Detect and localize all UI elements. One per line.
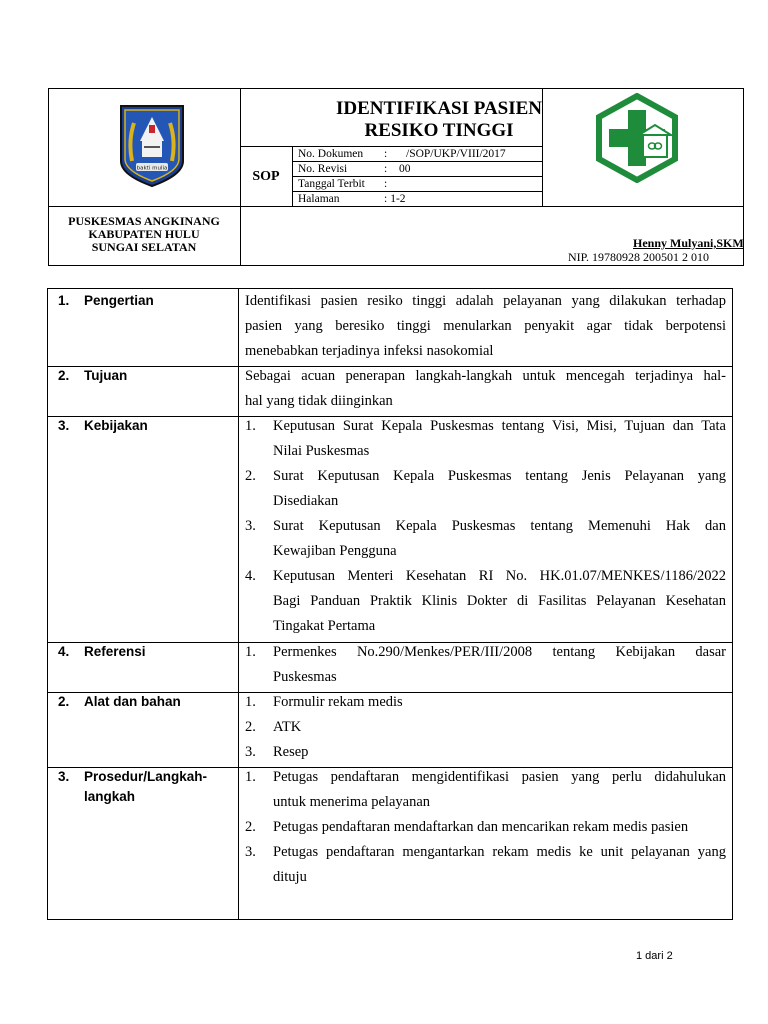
org-name-line3: SUNGAI SELATAN	[91, 240, 197, 254]
document-title-line2: RESIKO TINGGI	[364, 120, 514, 141]
emblem-motto: bakti mulia	[136, 165, 168, 172]
meta-value: /SOP/UKP/VIII/2017	[406, 148, 506, 160]
regency-emblem-logo	[118, 103, 186, 188]
meta-key: No. Revisi	[298, 163, 348, 175]
meta-key: Halaman	[298, 193, 340, 205]
pengertian-line2: pasien yang beresiko tinggi menularkan penyakit agar tidak berpotensi	[245, 318, 726, 334]
page-number: 1 dari 2	[636, 950, 673, 962]
meta-row-revision: No. Revisi : 00	[298, 163, 411, 175]
section-label-prosedur: 3. Prosedur/Langkah-	[58, 769, 208, 784]
meta-row-issue-date: Tanggal Terbit :	[298, 178, 388, 190]
pengertian-line3: menebabkan terjadinya infeksi nasokomial	[245, 343, 494, 359]
meta-key: Tanggal Terbit	[298, 178, 365, 190]
section-label-alat-dan-bahan: 2. Alat dan bahan	[58, 694, 181, 709]
org-name-line1: PUSKESMAS ANGKINANG	[68, 214, 220, 228]
tujuan-line1: Sebagai acuan penerapan langkah-langkah untuk mencegah terjadinya hal-	[245, 368, 726, 384]
org-name-line2: KABUPATEN HULU	[88, 227, 200, 241]
sop-label: SOP	[252, 169, 280, 184]
sop-header	[48, 88, 744, 266]
meta-row-document-number: No. Dokumen : /SOP/UKP/VIII/2017	[298, 148, 506, 160]
tujuan-line2: hal yang tidak diinginkan	[245, 393, 393, 409]
section-label-prosedur-cont: langkah	[84, 789, 136, 804]
pengertian-line1: Identifikasi pasien resiko tinggi adalah pelayanan yang dilakukan terhadap	[245, 293, 726, 309]
meta-value: 00	[399, 163, 411, 175]
document-title-line1: IDENTIFIKASI PASIEN	[335, 98, 543, 119]
sop-content-table: 1. Pengertian Identifikasi pasien resiko tinggi adalah pelayanan yang dilakukan terhadap pasien yang beresiko tinggi menularkan penyakit agar tidak berpotensi menebabkan terjadinya infeksi nasokomial 2. Tujuan Sebagai acuan penerapan langkah-langkah untuk mencegah terjadinya hal- hal yang tidak diinginkan 3. Kebijakan 1. Keputusan Surat Kepala Puskesmas tentang Visi, Misi, Tujuan dan Tata Nilai Puskesmas 2. Surat Keputusan Kepala Puskesmas tentang Jenis Pelayanan yang Disediakan 3. Surat Keputusan Kepala Puskesmas tentang Memenuhi Hak dan Kewajiban Pengguna 4. Keputusan Menteri Kesehatan RI No. HK.01.07/MENKES/1186/2022 Bagi Panduan Praktik Klinis Dokter di Fasilitas Pelayanan Kesehatan Tingakat Pertama 4. Referensi 1. Permenkes No.290/Menkes/PER/III/2008 tentang Kebijakan dasar Puskesmas 2. Alat dan bahan 1. Formulir rekam medis 2. ATK 3. Resep 3. Prosedur/Langkah- langkah 1. Petugas pendaftaran mengidentifikasi pasien yang perlu didahulukan untuk menerima pelayanan 2. Petugas pendaftaran mendaftarkan dan mencarikan rekam medis pasien 3. Petugas pendaftaran mengantarkan rekam medis ke unit pelayanan yang dituju	[47, 288, 733, 920]
meta-key: No. Dokumen	[298, 148, 364, 160]
signer-nip: NIP. 19780928 200501 2 010	[568, 250, 710, 264]
section-label-pengertian: 1. Pengertian	[58, 293, 154, 308]
meta-row-page: Halaman : 1-2	[298, 193, 406, 205]
puskesmas-cross-logo	[595, 93, 679, 183]
section-label-kebijakan: 3. Kebijakan	[58, 418, 148, 433]
meta-value: 1-2	[390, 193, 406, 205]
signer-name: Henny Mulyani,SKM	[633, 236, 744, 250]
section-label-referensi: 4. Referensi	[58, 644, 146, 659]
section-label-tujuan: 2. Tujuan	[58, 368, 128, 383]
